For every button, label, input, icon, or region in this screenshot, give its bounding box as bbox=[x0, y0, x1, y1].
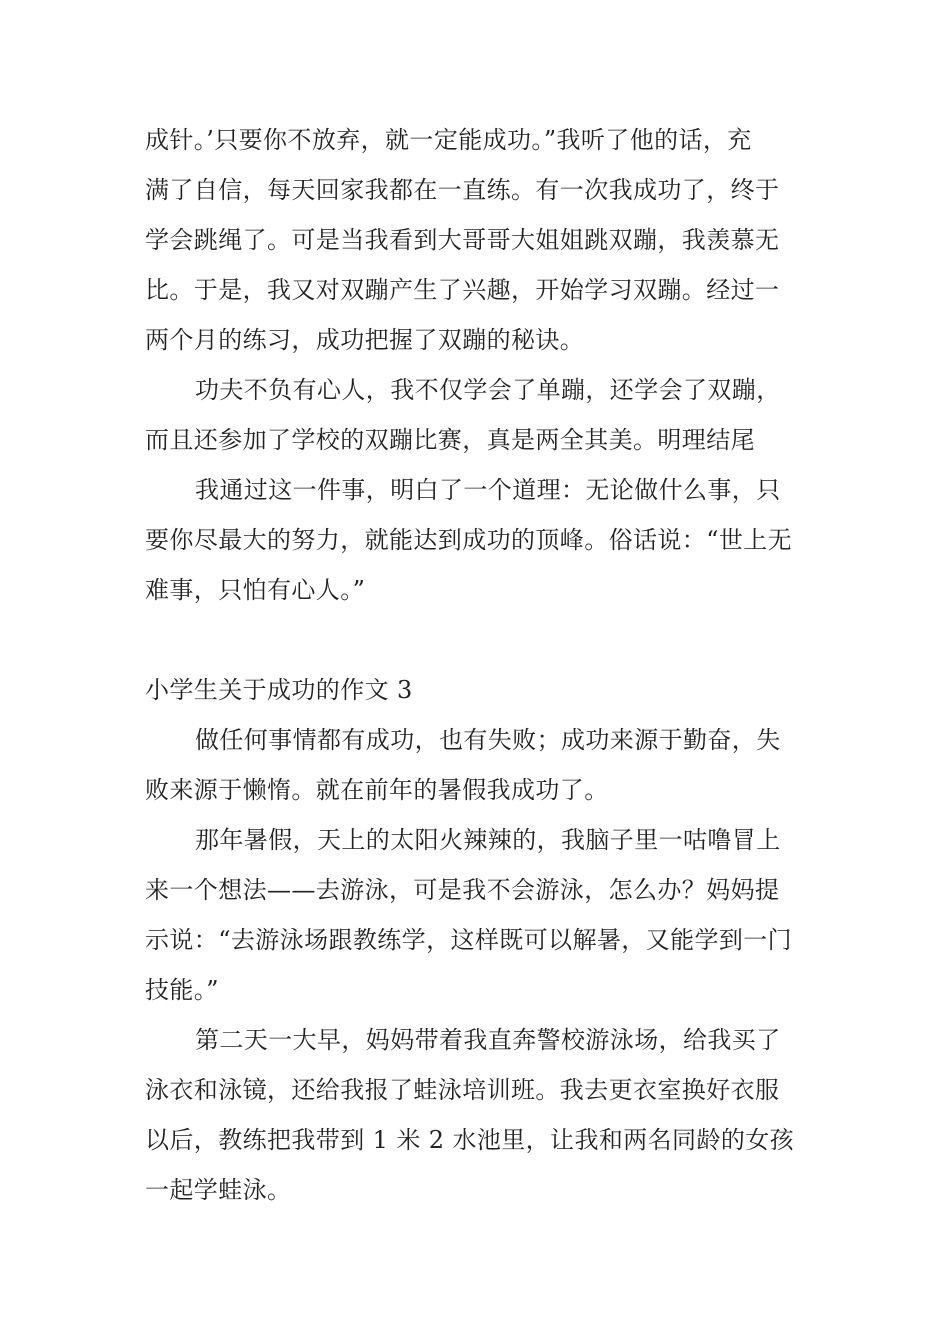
text-line: 第二天一大早，妈妈带着我直奔警校游泳场，给我买了 bbox=[195, 1026, 781, 1054]
paragraph bbox=[145, 365, 813, 465]
text-line: 以后，教练把我带到 1 米 2 水池里，让我和两名同龄的女孩 bbox=[145, 1126, 795, 1154]
paragraph bbox=[145, 465, 813, 615]
paragraph bbox=[145, 1015, 813, 1215]
essay-title: 小学生关于成功的作文 3 bbox=[145, 676, 413, 704]
document-body bbox=[145, 115, 813, 1215]
text-line: 满了自信，每天回家我都在一直练。有一次我成功了，终于 bbox=[145, 176, 780, 204]
text-line: 难事，只怕有心人。” bbox=[145, 576, 366, 604]
text-line: 要你尽最大的努力，就能达到成功的顶峰。俗话说：“世上无 bbox=[145, 526, 793, 554]
text-line: 那年暑假，天上的太阳火辣辣的，我脑子里一咕噜冒上 bbox=[195, 826, 781, 854]
text-line: 一起学蛙泳。 bbox=[145, 1176, 292, 1204]
paragraph bbox=[145, 715, 813, 815]
text-line: 而且还参加了学校的双蹦比赛，真是两全其美。明理结尾 bbox=[145, 426, 755, 454]
paragraph bbox=[145, 115, 813, 365]
text-line: 泳衣和泳镜，还给我报了蛙泳培训班。我去更衣室换好衣服 bbox=[145, 1076, 780, 1104]
text-line: 学会跳绳了。可是当我看到大哥哥大姐姐跳双蹦，我羡慕无 bbox=[145, 226, 780, 254]
text-line: 示说：“去游泳场跟教练学，这样既可以解暑，又能学到一门 bbox=[145, 926, 793, 954]
paragraph bbox=[145, 815, 813, 1015]
text-line: 比。于是，我又对双蹦产生了兴趣，开始学习双蹦。经过一 bbox=[145, 276, 780, 304]
section-spacer bbox=[145, 615, 813, 665]
text-line: 我通过这一件事，明白了一个道理：无论做什么事，只 bbox=[195, 476, 781, 504]
text-line: 成针。’只要你不放弃，就一定能成功。”我听了他的话，充 bbox=[145, 126, 752, 154]
text-line: 做任何事情都有成功，也有失败；成功来源于勤奋，失 bbox=[195, 726, 781, 754]
text-line: 功夫不负有心人，我不仅学会了单蹦，还学会了双蹦， bbox=[195, 376, 781, 404]
text-line: 技能。” bbox=[145, 976, 219, 1004]
text-line: 来一个想法——去游泳，可是我不会游泳，怎么办？妈妈提 bbox=[145, 876, 780, 904]
text-line: 两个月的练习，成功把握了双蹦的秘诀。 bbox=[145, 326, 585, 354]
text-line: 败来源于懒惰。就在前年的暑假我成功了。 bbox=[145, 776, 609, 804]
